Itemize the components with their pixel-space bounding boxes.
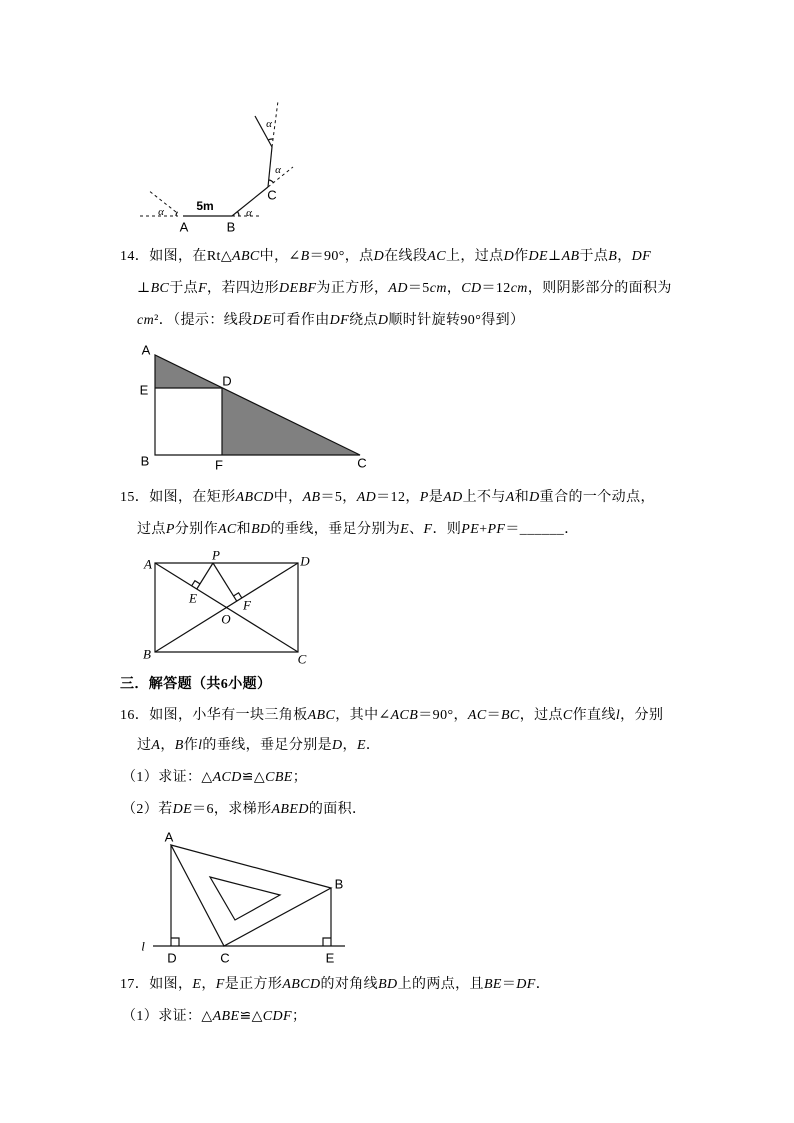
question-15-line-1: 15．如图，在矩形ABCD中，AB＝5，AD＝12，P是AD上不与A和D重合的一个动点， [120, 490, 655, 505]
right-angle-mark-e [323, 938, 331, 946]
right-angle-mark-d [171, 938, 179, 946]
point-label-d: D [222, 373, 232, 389]
question-16-part-2: （2）若DE＝6，求梯形ABED的面积． [122, 802, 367, 817]
triangle-abc [171, 845, 331, 946]
point-label-c: C [220, 950, 230, 966]
point-label-a: A [164, 829, 174, 845]
point-label-b: B [143, 646, 151, 662]
segment-pe [197, 563, 213, 589]
distance-label: 5m [196, 199, 214, 213]
alpha-label-b: α [246, 207, 252, 219]
segment-pf [213, 563, 237, 601]
question-15-line-2: 过点P分别作AC和BD的垂线，垂足分别为E、F．则PE+PF＝______． [137, 522, 579, 537]
point-label-f: F [215, 457, 223, 473]
alpha-label-a: α [158, 206, 164, 218]
alpha-label-c: α [275, 164, 281, 176]
point-label-a: A [179, 219, 189, 235]
question-14-line-1: 14．如图，在Rt△ABC中，∠B＝90°，点D在线段AC上，过点D作DE⊥AB于点B，DF [120, 249, 652, 264]
angle-arc-c [269, 180, 274, 183]
section-heading: 三．解答题（共6小题） [120, 677, 272, 692]
set-square-hole [210, 877, 280, 920]
figure-16-set-square [135, 828, 355, 968]
point-label-c: C [297, 651, 307, 667]
point-label-d: D [167, 950, 177, 966]
point-label-b: B [334, 876, 344, 892]
question-16-line-1: 16．如图，小华有一块三角板ABC，其中∠ACB＝90°，AC＝BC，过点C作直线l，分别 [120, 708, 664, 723]
point-label-c: C [267, 187, 277, 203]
point-label-d: D [300, 553, 310, 569]
question-14-line-3: cm²．（提示：线段DE可看作由DF绕点D顺时针旋转90°得到） [137, 313, 525, 328]
alpha-label-top: α [266, 118, 272, 130]
point-label-a: A [144, 556, 152, 572]
angle-arc-a [176, 212, 178, 216]
point-label-e: E [325, 950, 335, 966]
question-17-line-1: 17．如图，E，F是正方形ABCD的对角线BD上的两点，且BE＝DF． [120, 977, 551, 992]
angle-arc-b [237, 212, 239, 216]
point-label-o: O [221, 611, 231, 627]
dashed-extension-top [272, 101, 278, 147]
point-label-a: A [141, 342, 151, 358]
figure-14-triangle-square [135, 340, 380, 475]
point-label-c: C [357, 455, 367, 471]
question-16-line-2: 过A，B作l的垂线，垂足分别是D，E． [137, 738, 381, 753]
figure-15-rectangle [140, 548, 315, 670]
question-14-line-2: ⊥BC于点F，若四边形DEBF为正方形，AD＝5cm，CD＝12cm，则阴影部分的面积为 [137, 281, 672, 296]
line-label-l: l [141, 938, 145, 954]
angle-arc-top [268, 139, 273, 140]
point-label-e: E [139, 382, 149, 398]
question-16-part-1: （1）求证：△ACD≌△CBE； [122, 770, 308, 785]
point-label-p: P [212, 547, 220, 563]
point-label-b: B [226, 219, 236, 235]
figure-13-path-diagram [135, 95, 300, 240]
question-17-part-1: （1）求证：△ABE≌△CDF； [122, 1009, 307, 1024]
point-label-f: F [243, 597, 251, 613]
point-label-b: B [140, 453, 150, 469]
point-label-e: E [189, 590, 197, 606]
